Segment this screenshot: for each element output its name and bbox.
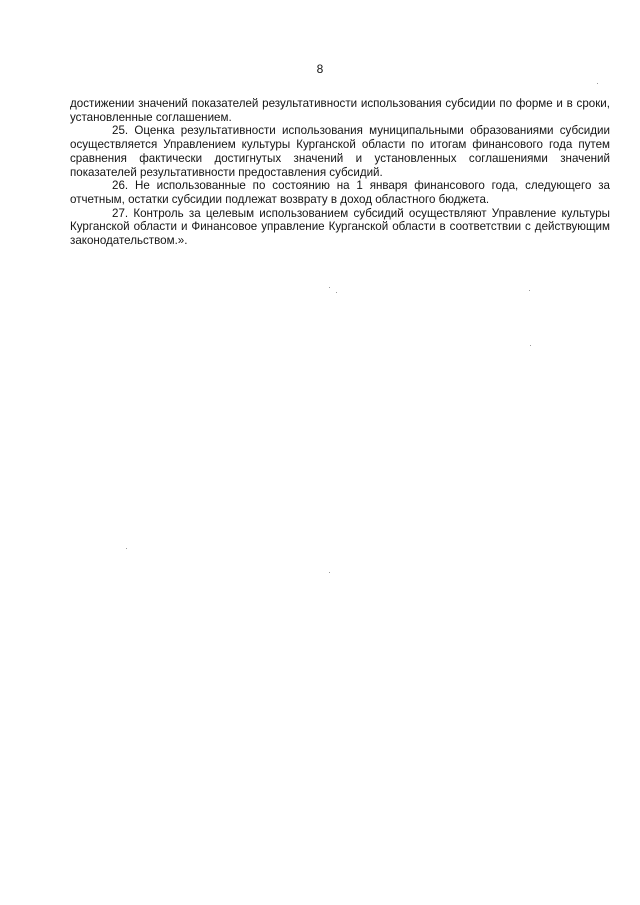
scan-speck (336, 292, 337, 293)
page-number: 8 (316, 62, 324, 76)
scan-speck (597, 83, 598, 84)
scan-speck (530, 345, 531, 346)
scan-speck (126, 548, 127, 549)
scan-speck (329, 572, 330, 573)
paragraph-item-27: 27. Контроль за целевым использованием субсидий осуществляют Управление культуры Курганской области и Финансовое управление Курганской области в соответствии с действующим законодательством.». (70, 206, 610, 248)
scan-speck (329, 287, 330, 288)
paragraph-continuation: достижении значений показателей результативности использования субсидии по форме и в сроки, установленные соглашением. (70, 97, 610, 124)
document-body (70, 97, 610, 248)
scan-speck (529, 290, 530, 291)
paragraph-item-26: 26. Не использованные по состоянию на 1 января финансового года, следующего за отчетным, остатки субсидии подлежат возврату в доход областного бюджета. (70, 179, 610, 206)
paragraph-item-25: 25. Оценка результативности использования муниципальными образованиями субсидии осуществляется Управлением культуры Курганской области по итогам финансового года путем сравнения фактически достигнутых значений и установленных соглашениями значений показателей результативности предоставления субсидий. (70, 124, 610, 179)
